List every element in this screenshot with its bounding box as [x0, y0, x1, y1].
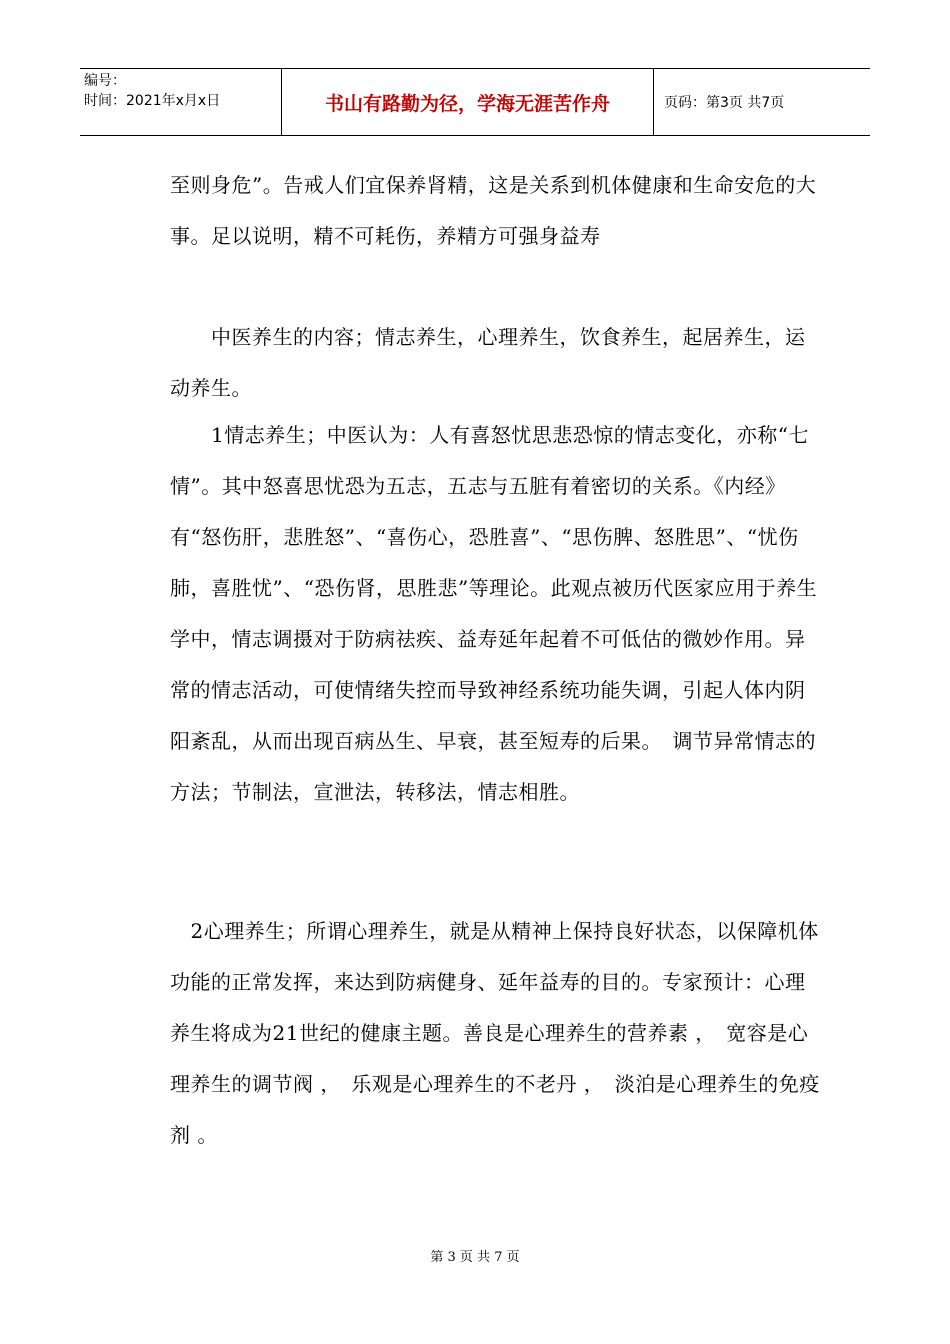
paragraph-1: 至则身危”。告戒人们宜保养肾精，这是关系到机体健康和生命安危的大事。足以说明，精不可耗伤，养精方可强身益寿 — [170, 173, 817, 248]
header-page-code: 页码：第3页 共7页 — [664, 95, 785, 111]
time-label: 时间：2021年x月x日 — [84, 93, 221, 109]
page-footer: 第 3 页 共 7 页 — [430, 1250, 520, 1265]
paragraph-3: 1情志养生；中医认为：人有喜怒忧思悲恐惊的情志变化，亦称“七情”。其中怒喜思忧恐为五志，五志与五脏有着密切的关系。《内经》有“怒伤肝，悲胜怒”、“喜伤心，恐胜喜”、“思伤脾、怒胜思”、“忧伤肺，喜胜忧”、“恐伤肾，思胜悲”等理论。此观点被历代医家应用于养生学中，情志调摄对于防病祛疾、益寿延年起着不可低估的微妙作用。异常的情志活动，可使情绪失控而导致神经系统功能失调，引起人体内阴阳紊乱，从而出现百病丛生、早衰，甚至短寿的后果。 调节异常情志的方法；节制法，宣泄法，转移法，情志相胜。 — [170, 423, 818, 804]
document-header — [80, 68, 870, 136]
paragraph-4: 2心理养生；所谓心理养生，就是从精神上保持良好状态，以保障机体功能的正常发挥，来达到防病健身、延年益寿的目的。专家预计：心理养生将成为21世纪的健康主题。善良是心理养生的营养素 ， 宽容是心理养生的调节阀 ， 乐观是心理养生的不老丹 ， 淡泊是心理养生的免疫剂 。 — [170, 919, 820, 1147]
header-motto: 书山有路勤为径，学海无涯苦作舟 — [282, 69, 654, 135]
header-meta — [80, 69, 282, 135]
paragraph-2: 中医养生的内容；情志养生，心理养生，饮食养生，起居养生，运动养生。 — [170, 325, 806, 400]
number-label: 编号： — [84, 73, 126, 89]
